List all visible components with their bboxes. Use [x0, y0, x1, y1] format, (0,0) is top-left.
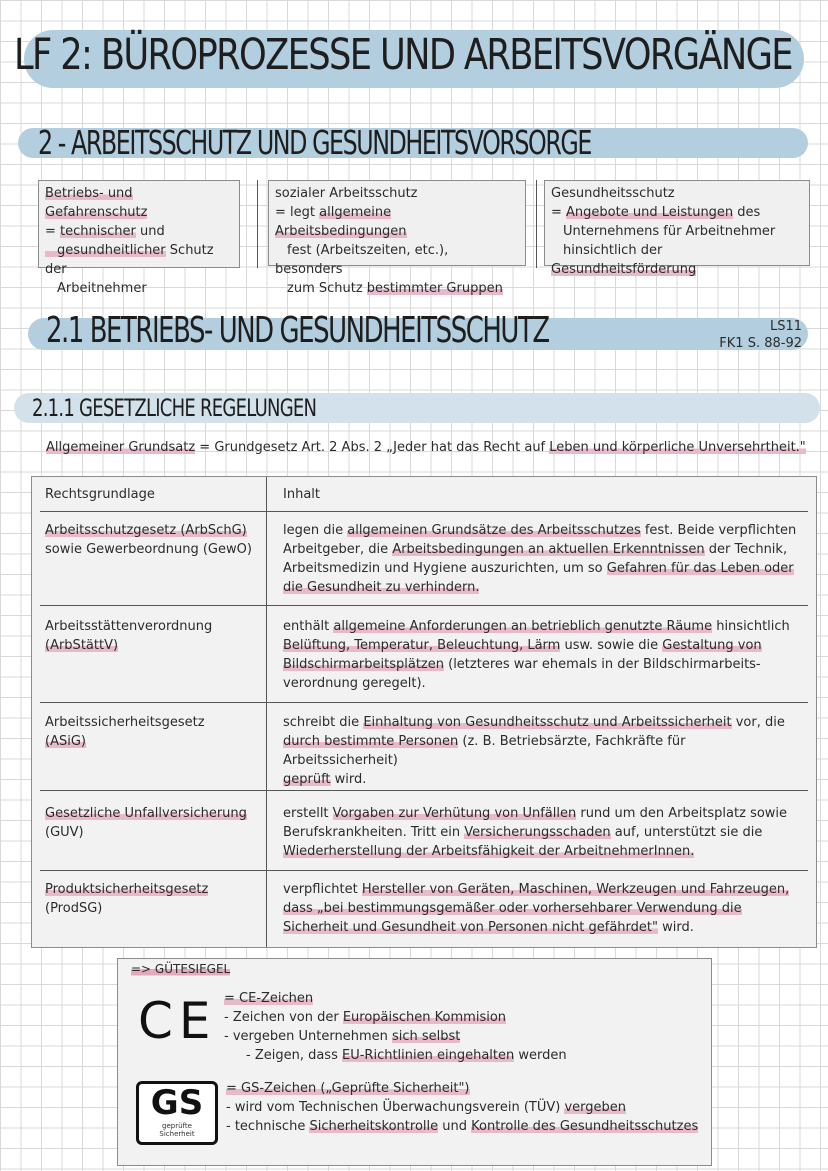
- text: Hersteller von Geräten, Maschinen, Werkzeugen und Fahrzeugen,: [361, 882, 790, 897]
- text: Produktsicherheitsgesetz: [45, 882, 209, 897]
- text: zum Schutz: [287, 281, 367, 296]
- text: Bildschirmarbeitsplätzen: [283, 657, 444, 672]
- text: allgemeine Anforderungen an betrieblich genutzte Räume: [333, 619, 713, 634]
- source-reference: [719, 318, 802, 352]
- text: der Technik,: [704, 542, 788, 557]
- text: hinsichtlich der: [563, 243, 663, 258]
- text: Sicherheit und Gesundheit von Personen nicht gefährdet": [283, 920, 658, 935]
- subsection-title: 2.1.1 GESETZLICHE REGELUNGEN: [32, 394, 317, 422]
- definition-box-sozialer-arbeitsschutz: [268, 180, 526, 296]
- gs-subtitle: Sicherheit: [159, 1130, 195, 1138]
- text: (ASiG): [45, 734, 86, 749]
- text: - Zeigen, dass: [246, 1048, 342, 1063]
- text: verpflichtet: [283, 882, 362, 897]
- law-name: [45, 804, 263, 842]
- section-title: 2.1 BETRIEBS- UND GESUNDHEITSSCHUTZ: [46, 310, 549, 351]
- text: geprüft: [283, 772, 331, 787]
- definition-heading: sozialer Arbeitsschutz: [275, 186, 418, 201]
- text: Versicherungsschaden: [464, 825, 611, 840]
- text: Unternehmens für Arbeitnehmer: [563, 224, 776, 239]
- text: EU-Richtlinien eingehalten: [342, 1048, 515, 1063]
- text: Leben und körperliche Unversehrtheit.": [549, 440, 806, 455]
- reference-line: LS11: [769, 319, 802, 334]
- text: Arbeitsschutzgesetz (ArbSchG): [45, 523, 247, 538]
- text: Belüftung, Temperatur, Beleuchtung, Lärm: [283, 638, 561, 653]
- text: = CE-Zeichen: [224, 991, 314, 1006]
- text: Sicherheitskontrolle: [309, 1119, 439, 1134]
- text: werden: [514, 1048, 567, 1063]
- text: des: [733, 205, 761, 220]
- text: und: [438, 1119, 472, 1134]
- text: (ArbStättV): [45, 638, 119, 653]
- law-name: [45, 713, 263, 751]
- text: (ProdSG): [45, 901, 103, 916]
- text: erstellt: [283, 806, 333, 821]
- law-content: [283, 713, 803, 789]
- seal-box: [117, 958, 712, 1166]
- text: Gesetzliche Unfallversicherung: [45, 806, 247, 821]
- text: Arbeitsmedizin und Hygiene auszurichten, um so: [283, 561, 607, 576]
- row-divider: [40, 870, 808, 871]
- gs-description: [226, 1079, 698, 1136]
- general-principle: [46, 440, 806, 455]
- text: allgemeinen Grundsätze des Arbeitsschutzes: [347, 523, 641, 538]
- text: Arbeitsstättenverordnung: [45, 619, 213, 634]
- row-divider: [40, 702, 808, 703]
- text: verordnung geregelt).: [283, 676, 426, 691]
- reference-line: FK1 S. 88-92: [719, 336, 802, 351]
- text: Wiederherstellung der Arbeitsfähigkeit der ArbeitnehmerInnen.: [283, 844, 695, 859]
- text: fest. Beide verpflichten: [640, 523, 797, 538]
- section-title: 2 - ARBEITSSCHUTZ UND GESUNDHEITSVORSORGE: [38, 123, 591, 162]
- divider: [536, 180, 537, 268]
- text: =: [551, 205, 567, 220]
- gs-subtitle: geprüfte: [162, 1122, 192, 1130]
- text: Arbeitsbedingungen an aktuellen Erkenntnissen: [392, 542, 705, 557]
- text: Gesundheitsförderung: [551, 262, 697, 277]
- text: Angebote und Leistungen: [566, 205, 734, 220]
- text: allgemeine Arbeitsbedingungen: [275, 205, 407, 239]
- text: - wird vom Technischen Überwachungsverein (TÜV): [226, 1100, 565, 1115]
- text: Arbeitnehmer: [57, 281, 147, 296]
- law-table: [31, 476, 817, 948]
- text: usw. sowie die: [560, 638, 663, 653]
- text: = legt: [275, 205, 320, 220]
- text: Allgemeiner Grundsatz: [46, 440, 196, 455]
- text: - Zeichen von der: [224, 1010, 343, 1025]
- law-content: [283, 521, 803, 597]
- text: - vergeben Unternehmen: [224, 1029, 392, 1044]
- text: auf, unterstützt sie die: [610, 825, 763, 840]
- text: vor, die: [731, 715, 785, 730]
- text: gesundheitlicher: [45, 243, 166, 258]
- text: Arbeitgeber, die: [283, 542, 393, 557]
- text: die Gesundheit zu verhindern.: [283, 580, 480, 595]
- text: wird.: [657, 920, 694, 935]
- text: hinsichtlich: [712, 619, 790, 634]
- definition-heading: Gesundheitsschutz: [551, 186, 675, 201]
- text: durch bestimmte Personen: [283, 734, 459, 749]
- text: bestimmter Gruppen: [366, 281, 503, 296]
- text: = Grundgesetz Art. 2 Abs. 2 „Jeder hat das Recht auf: [195, 440, 550, 455]
- text: legen die: [283, 523, 348, 538]
- text: = GS-Zeichen („Geprüfte Sicherheit"): [226, 1081, 470, 1096]
- text: dass „bei bestimmungsgemäßer oder vorhersehbarer Verwendung die: [283, 901, 742, 916]
- law-content: [283, 617, 803, 693]
- text: schreibt die: [283, 715, 364, 730]
- text: Einhaltung von Gesundheitsschutz und Arbeitssicherheit: [363, 715, 732, 730]
- text: wird.: [330, 772, 367, 787]
- column-header: Inhalt: [283, 487, 320, 502]
- row-divider: [40, 790, 808, 791]
- row-divider: [40, 605, 808, 606]
- text: vergeben: [564, 1100, 627, 1115]
- ce-symbol: CE: [138, 992, 217, 1050]
- law-content: [283, 880, 803, 937]
- text: fest (Arbeitszeiten, etc.), besonders: [275, 243, 449, 277]
- text: Gefahren für das Leben oder: [606, 561, 794, 576]
- divider: [257, 180, 258, 268]
- text: rund um den Arbeitsplatz sowie: [576, 806, 788, 821]
- column-divider: [266, 477, 267, 947]
- text: Schutz der: [45, 243, 214, 277]
- ce-mark-icon: [138, 991, 218, 1051]
- column-header: Rechtsgrundlage: [45, 487, 155, 502]
- text: sich selbst: [391, 1029, 461, 1044]
- text: =: [45, 224, 61, 239]
- text: Gestaltung von: [662, 638, 762, 653]
- text: sowie Gewerbeordnung (GewO): [45, 542, 252, 557]
- text: technischer: [60, 224, 136, 239]
- definition-box-betriebsschutz: [38, 180, 240, 296]
- text: (letzteres war ehemals in der Bildschirmarbeits-: [443, 657, 761, 672]
- text: und: [135, 224, 165, 239]
- law-name: [45, 521, 263, 559]
- row-divider: [40, 511, 808, 512]
- definition-heading: Betriebs- und Gefahrenschutz: [45, 186, 148, 220]
- text: Arbeitssicherheitsgesetz: [45, 715, 205, 730]
- gs-mark-icon: [136, 1081, 218, 1145]
- law-name: [45, 617, 263, 655]
- seal-heading: => GÜTESIEGEL: [131, 962, 231, 976]
- text: Berufskrankheiten. Tritt ein: [283, 825, 465, 840]
- text: (GUV): [45, 825, 84, 840]
- text: Vorgaben zur Verhütung von Unfällen: [332, 806, 577, 821]
- ce-description: [224, 989, 567, 1065]
- text: Kontrolle des Gesundheitsschutzes: [471, 1119, 699, 1134]
- gs-symbol: GS: [150, 1083, 204, 1123]
- text: enthält: [283, 619, 334, 634]
- page-title: LF 2: BÜROPROZESSE UND ARBEITSVORGÄNGE: [14, 30, 792, 80]
- law-name: [45, 880, 263, 918]
- definition-box-gesundheitsschutz: [544, 180, 810, 277]
- text: - technische: [226, 1119, 310, 1134]
- text: Europäischen Kommision: [342, 1010, 507, 1025]
- text: (z. B. Betriebsärzte, Fachkräfte für Arbeitssicherheit): [283, 734, 686, 768]
- law-content: [283, 804, 803, 861]
